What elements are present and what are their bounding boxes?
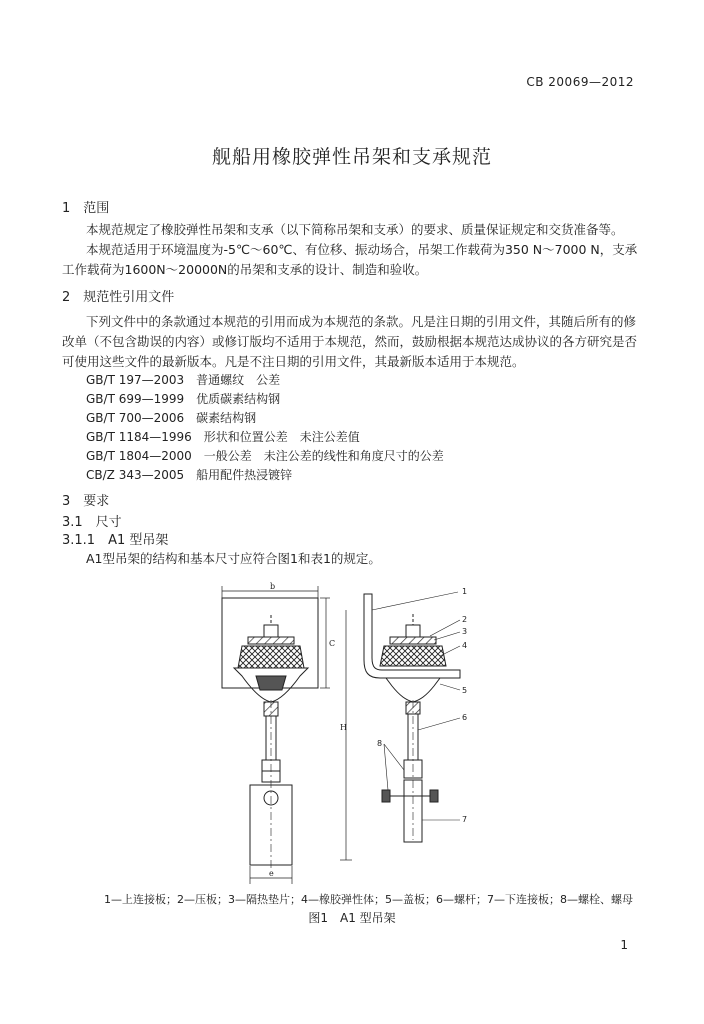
page-title: 舰船用橡胶弹性吊架和支承规范 <box>211 146 492 168</box>
rubber-element <box>238 646 304 668</box>
section-3-1-1-heading: 3.1.1 A1 型吊架 <box>62 533 169 548</box>
section-1-heading: 1 范围 <box>62 201 110 216</box>
dim-b-label: b <box>270 582 276 591</box>
reference-item: GB/T 197—2003 普通螺纹 公差 <box>86 373 281 387</box>
pressure-plate <box>248 637 294 644</box>
top-nut <box>264 625 278 637</box>
figure-caption: 图1 A1 型吊架 <box>308 911 396 925</box>
reference-item: GB/T 699—1999 优质碳素结构钢 <box>86 392 281 406</box>
page-number: 1 <box>620 938 628 952</box>
side-view <box>364 592 460 842</box>
section-3-heading: 3 要求 <box>62 494 110 509</box>
reference-item: CB/Z 343—2005 船用配件热浸镀锌 <box>86 468 293 482</box>
callout-label: 8 <box>377 739 383 748</box>
callout-label: 7 <box>462 815 468 824</box>
document-code: CB 20069—2012 <box>526 75 634 89</box>
callout-label: 6 <box>462 713 468 722</box>
callout-label: 3 <box>462 627 468 636</box>
dim-c-label: C <box>329 639 336 648</box>
callout-label: 2 <box>462 615 468 624</box>
reference-item: GB/T 1184—1996 形状和位置公差 未注公差值 <box>86 430 360 444</box>
callout-label: 1 <box>462 587 468 596</box>
figure-legend: 1—上连接板；2—压板；3—隔热垫片；4—橡胶弹性体；5—盖板；6—螺杆；7—下连接板；8—螺栓、螺母 <box>104 893 633 906</box>
callout-label: 5 <box>462 686 468 695</box>
section-2-paragraph: 下列文件中的条款通过本规范的引用而成为本规范的条款。凡是注日期的引用文件，其随后所有的修改单（不包含勘误的内容）或修订版均不适用于本规范，然而，鼓励根据本规范达成协议的各方研究是否可使用这些文件的最新版本。凡是不注日期的引用文件，其最新版本适用于本规范。 <box>62 314 638 369</box>
dim-h-label: H <box>340 723 347 732</box>
section-3-1-heading: 3.1 尺寸 <box>62 515 122 530</box>
front-view <box>222 586 352 884</box>
section-3-paragraph: A1型吊架的结构和基本尺寸应符合图1和表1的规定。 <box>86 551 381 566</box>
section-1-paragraph-1: 本规范规定了橡胶弹性吊架和支承（以下简称吊架和支承）的要求、质量保证规定和交货准备等。 <box>86 222 624 237</box>
callout-label: 4 <box>462 641 468 650</box>
dim-e-label: e <box>269 869 274 878</box>
reference-item: GB/T 1804—2000 一般公差 未注公差的线性和角度尺寸的公差 <box>86 449 444 463</box>
section-2-heading: 2 规范性引用文件 <box>62 290 175 305</box>
section-1-paragraph-2: 本规范适用于环境温度为-5℃～60℃、有位移、振动场合，吊架工作载荷为350 N～7000 N，支承工作载荷为1600N～20000N的吊架和支承的设计、制造和验收。 <box>62 242 638 277</box>
reference-item: GB/T 700—2006 碳素结构钢 <box>86 411 257 425</box>
